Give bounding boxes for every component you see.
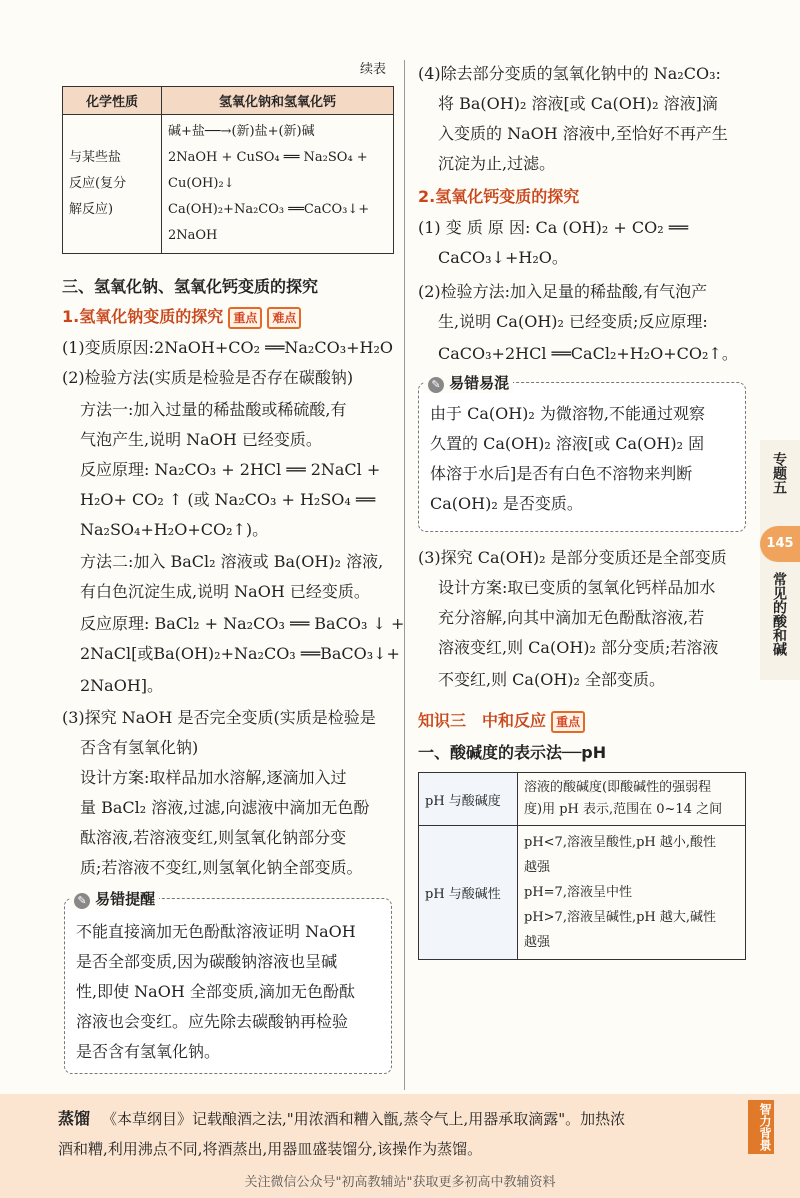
pencil-icon: ✎	[428, 377, 444, 393]
sub1-heading	[62, 304, 301, 329]
text-line: 量 BaCl₂ 溶液,过滤,向滤液中滴加无色酚	[80, 798, 370, 817]
text-line: 反应原理: Na₂CO₃ + 2HCl ══ 2NaCl +	[80, 460, 381, 479]
text-line: 设计方案:取样品加水溶解,逐滴加入过	[80, 768, 347, 787]
bottom-text-1: 《本草纲目》记载酿酒之法,"用浓酒和糟入甑,蒸令气上,用器承取滴露"。加热浓	[102, 1110, 626, 1128]
text-line: 方法一:加入过量的稀盐酸或稀硫酸,有	[80, 400, 347, 419]
ph-table	[418, 772, 746, 960]
text-line: (2)检验方法(实质是检验是否存在碳酸钠)	[62, 368, 354, 387]
ph-cell-line: pH=7,溶液呈中性	[524, 885, 632, 900]
ph-cell-line: 越强	[524, 860, 551, 875]
text-line: CaCO₃+2HCl ══CaCl₂+H₂O+CO₂↑。	[438, 344, 738, 363]
tip-title-left: 易错提醒	[95, 890, 156, 908]
ph-cell-line: pH>7,溶液呈碱性,pH 越大,碱性	[524, 910, 717, 925]
topic-label: 专题五	[771, 452, 787, 494]
hard-badge: 难点	[267, 307, 301, 329]
text-line: 方法二:加入 BaCl₂ 溶液或 Ba(OH)₂ 溶液,	[80, 552, 384, 571]
row-label-line: 解反应)	[69, 202, 114, 217]
footer-note: 关注微信公众号"初高教辅站"获取更多初高中教辅资料	[244, 1175, 556, 1190]
ph-row-label: pH 与酸碱度	[419, 773, 518, 826]
chapter-label: 常见的酸和碱	[771, 572, 787, 656]
text-line: 反应原理: BaCl₂ + Na₂CO₃ ══ BaCO₃ ↓ +	[80, 614, 405, 633]
text-line: 入变质的 NaOH 溶液中,至恰好不再产生	[438, 124, 728, 143]
text-line: 酞溶液,若溶液变红,则氢氧化钠部分变	[80, 828, 347, 847]
text-line: 生,说明 Ca(OH)₂ 已经变质;反应原理:	[438, 312, 708, 331]
sub2-title: 2.氢氧化钙变质的探究	[418, 187, 580, 206]
row-label-line: 反应(复分	[69, 176, 127, 191]
table-line: Ca(OH)₂+Na₂CO₃ ══CaCO₃↓+	[168, 202, 370, 217]
text-line: (3)探究 Ca(OH)₂ 是部分变质还是全部变质	[418, 548, 727, 567]
ph-cell-line: 度)用 pH 表示,范围在 0~14 之间	[524, 802, 723, 817]
tip-line: 溶液也会变红。应先除去碳酸钠再检验	[76, 1012, 349, 1031]
text-line: 2NaOH]。	[80, 676, 164, 695]
knowledge3-heading	[418, 708, 585, 733]
tip-header-right	[424, 372, 513, 393]
continued-label: 续表	[360, 62, 387, 77]
text-line: 充分溶解,向其中滴加无色酚酞溶液,若	[438, 608, 705, 627]
column-divider	[404, 60, 405, 1090]
ph-cell-line: pH<7,溶液呈酸性,pH 越小,酸性	[524, 835, 717, 850]
table-header-substance: 氢氧化钠和氢氧化钙	[162, 87, 394, 115]
tip-line: 由于 Ca(OH)₂ 为微溶物,不能通过观察	[430, 404, 706, 423]
bottom-line-1	[58, 1104, 625, 1134]
bottom-tag: 智力背景	[748, 1100, 774, 1154]
table-line: 2NaOH + CuSO₄ ══ Na₂SO₄ +	[168, 150, 368, 165]
tip-line: 是否含有氢氧化钠。	[76, 1042, 221, 1061]
text-line: (4)除去部分变质的氢氧化钠中的 Na₂CO₃:	[418, 64, 721, 83]
ph-cell-line: 溶液的酸碱度(即酸碱性的强弱程	[524, 780, 712, 795]
chem-properties-table	[62, 86, 394, 254]
text-line: 气泡产生,说明 NaOH 已经变质。	[80, 430, 322, 449]
text-line: CaCO₃↓+H₂O。	[438, 248, 568, 267]
text-line: (2)检验方法:加入足量的稀盐酸,有气泡产	[418, 282, 708, 301]
text-line: (1)变质原因:2NaOH+CO₂ ══Na₂CO₃+H₂O	[62, 338, 393, 357]
key-badge: 重点	[551, 711, 585, 733]
text-line: 有白色沉淀生成,说明 NaOH 已经变质。	[80, 582, 370, 601]
knowledge3-title: 知识三 中和反应	[418, 711, 547, 730]
bottom-term: 蒸馏	[58, 1109, 91, 1128]
tip-title-right: 易错易混	[449, 374, 510, 392]
text-line: 质;若溶液不变红,则氢氧化钠全部变质。	[80, 858, 363, 877]
tip-line: 性,即使 NaOH 全部变质,滴加无色酚酞	[76, 982, 355, 1001]
table-line: 2NaOH	[168, 228, 218, 243]
tip-header-left	[70, 888, 159, 909]
text-line: Na₂SO₄+H₂O+CO₂↑)。	[80, 520, 269, 539]
tip-line: Ca(OH)₂ 是否变质。	[430, 494, 583, 513]
table-header-property: 化学性质	[63, 87, 162, 115]
text-line: 2NaCl[或Ba(OH)₂+Na₂CO₃ ══BaCO₃↓+	[80, 644, 400, 663]
tip-line: 久置的 Ca(OH)₂ 溶液[或 Ca(OH)₂ 固	[430, 434, 705, 453]
table-line: 碱+盐──→(新)盐+(新)碱	[168, 124, 315, 139]
tip-line: 不能直接滴加无色酚酞溶液证明 NaOH	[76, 922, 356, 941]
table-line: Cu(OH)₂↓	[168, 176, 235, 191]
key-badge: 重点	[228, 307, 262, 329]
pencil-icon: ✎	[74, 893, 90, 909]
text-line: (3)探究 NaOH 是否完全变质(实质是检验是	[62, 708, 376, 727]
text-line: (1) 变 质 原 因: Ca (OH)₂ + CO₂ ══	[418, 218, 689, 237]
ph-row-label: pH 与酸碱性	[419, 826, 518, 960]
row-label-line: 与某些盐	[69, 150, 122, 165]
ph-cell-line: 越强	[524, 935, 551, 950]
text-line: 否含有氢氧化钠)	[80, 738, 199, 757]
text-line: 溶液变红,则 Ca(OH)₂ 部分变质;若溶液	[438, 638, 719, 657]
text-line: H₂O+ CO₂ ↑ (或 Na₂CO₃ + H₂SO₄ ══	[80, 490, 376, 509]
ph-title: 一、酸碱度的表示法──pH	[418, 743, 607, 762]
section-title: 三、氢氧化钠、氢氧化钙变质的探究	[62, 277, 319, 296]
text-line: 沉淀为止,过滤。	[438, 154, 556, 173]
text-line: 将 Ba(OH)₂ 溶液[或 Ca(OH)₂ 溶液]滴	[438, 94, 718, 113]
tip-line: 是否全部变质,因为碳酸钠溶液也呈碱	[76, 952, 338, 971]
page-number: 145	[760, 526, 800, 562]
tip-line: 体溶于水后]是否有白色不溶物来判断	[430, 464, 693, 483]
text-line: 设计方案:取已变质的氢氧化钙样品加水	[438, 578, 716, 597]
bottom-text-2: 酒和糟,利用沸点不同,将酒蒸出,用器皿盛装馏分,该操作为蒸馏。	[58, 1140, 483, 1158]
text-line: 不变红,则 Ca(OH)₂ 全部变质。	[438, 670, 666, 689]
sub1-title: 1.氢氧化钠变质的探究	[62, 307, 224, 326]
